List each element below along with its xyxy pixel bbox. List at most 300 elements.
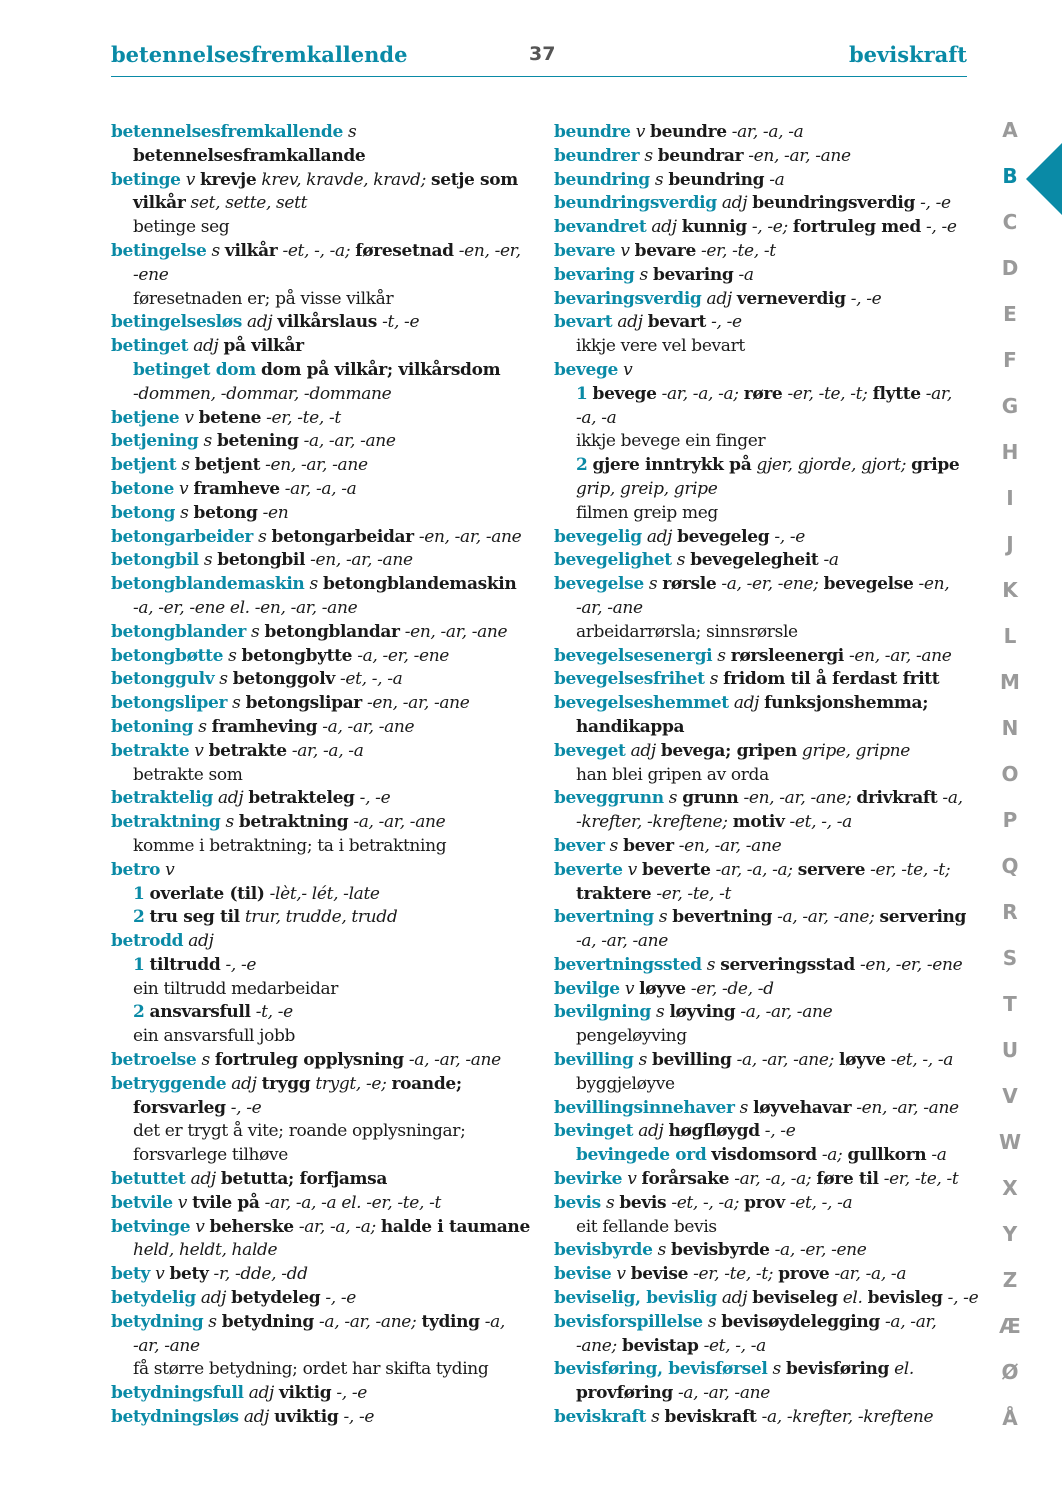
- grammar-note: -, -e: [336, 1383, 367, 1404]
- entry-line: [554, 930, 974, 954]
- grammar-note: -a, -ar, -ane: [677, 1383, 770, 1404]
- headword: betongbil: [111, 550, 199, 571]
- translation: røre: [743, 383, 783, 404]
- entry-line: [554, 811, 974, 835]
- text: betinge seg: [133, 217, 230, 238]
- headword: bevegelighet: [554, 550, 672, 571]
- headword: beundring: [554, 169, 650, 190]
- grammar-note: -ar, -a, -a: [834, 1264, 907, 1285]
- text: få større betydning; ordet har skifta tyding: [133, 1359, 489, 1380]
- index-letter-10[interactable]: K: [1002, 578, 1018, 602]
- translation: beviseleg: [752, 1288, 838, 1309]
- index-letter-5[interactable]: F: [1003, 348, 1017, 372]
- translation: løyve: [639, 978, 686, 999]
- entry-line: [111, 478, 541, 502]
- index-letter-9[interactable]: J: [1006, 532, 1014, 556]
- headword: bevisføring, bevisførsel: [554, 1359, 768, 1380]
- grammar-note: -, -e: [225, 954, 257, 975]
- headword: betingelsesløs: [111, 312, 242, 333]
- grammar-note: v: [179, 478, 189, 499]
- entry-line: [111, 335, 541, 359]
- grammar-note: krev, kravde, kravd;: [261, 169, 426, 190]
- index-letter-2[interactable]: C: [1002, 210, 1018, 234]
- grammar-note: -er, -te, -t: [656, 883, 732, 904]
- grammar-note: -, -e: [920, 193, 951, 214]
- grammar-note: s: [258, 526, 267, 547]
- right-column: [554, 121, 979, 1430]
- translation: overlate (til): [149, 883, 265, 904]
- translation: fortruleg opplysning: [214, 1050, 404, 1071]
- grammar-note: -er, -te, -t: [883, 1169, 959, 1190]
- headword: bevisbyrde: [554, 1240, 653, 1261]
- translation: motiv: [732, 812, 785, 833]
- left-column: [111, 121, 541, 1430]
- translation: løyvehavar: [753, 1097, 852, 1118]
- page-header: [111, 38, 967, 77]
- translation: bevegeleg: [677, 526, 770, 547]
- grammar-note: adj: [243, 1407, 270, 1428]
- grammar-note: s: [668, 788, 678, 809]
- grammar-note: v: [627, 859, 637, 880]
- grammar-note: -a, -ar, -ane;: [736, 1050, 834, 1071]
- entry-line: [111, 216, 541, 240]
- entry-line: [554, 430, 974, 454]
- translation: verneverdig: [736, 288, 846, 309]
- translation: gullkorn: [847, 1145, 927, 1166]
- translation: prov: [744, 1192, 785, 1213]
- entry-line: [554, 1311, 974, 1335]
- headword: bevegelse: [554, 574, 644, 595]
- index-letter-28[interactable]: Å: [1002, 1406, 1018, 1430]
- translation: beundring: [668, 169, 765, 190]
- translation: bevare: [634, 240, 696, 261]
- translation: vilkår: [133, 193, 186, 214]
- grammar-note: -a, -er, -ene: [357, 645, 450, 666]
- translation: rørsleenergi: [730, 645, 844, 666]
- translation: bevegelegheit: [690, 550, 819, 571]
- entry-line: [554, 383, 974, 407]
- entry-line: [111, 1239, 541, 1263]
- translation: bevise: [630, 1264, 689, 1285]
- entry-line: [554, 787, 974, 811]
- grammar-note: s: [225, 812, 234, 833]
- grammar-note: -, -e: [774, 526, 805, 547]
- entry-line: [111, 169, 541, 193]
- grammar-note: v: [194, 740, 204, 761]
- headword: bevertningssted: [554, 954, 702, 975]
- index-letter-20[interactable]: U: [1001, 1038, 1019, 1062]
- entry-line: [554, 240, 974, 264]
- headword: bevertning: [554, 907, 654, 928]
- grammar-note: s: [203, 550, 213, 571]
- headword: beviselig, bevislig: [554, 1288, 717, 1309]
- grammar-note: s: [211, 240, 220, 261]
- headword: bevilling: [554, 1050, 634, 1071]
- grammar-note: v: [165, 859, 175, 880]
- translation: bevisbyrde: [671, 1240, 770, 1261]
- grammar-note: -er, -de, -d: [690, 978, 774, 999]
- entry-line: [111, 240, 541, 264]
- active-letter-tab-icon: [1026, 143, 1062, 215]
- entry-line: [554, 621, 974, 645]
- translation: betongblandemaskin: [322, 574, 517, 595]
- grammar-note: -a, -ar, -ane: [576, 931, 668, 952]
- index-letter-16[interactable]: Q: [1001, 854, 1019, 878]
- sense-number: 1: [133, 883, 145, 904]
- entry-line: [554, 1287, 979, 1311]
- grammar-note: el.: [842, 1288, 863, 1309]
- grammar-note: -et, -, -a: [703, 1335, 766, 1356]
- index-letter-8[interactable]: I: [1006, 486, 1014, 510]
- entry-line: [111, 145, 541, 169]
- grammar-note: -a, -ar, -ane;: [777, 907, 875, 928]
- grammar-note: -et, -, -a: [789, 812, 852, 833]
- translation: vilkårslaus: [277, 312, 378, 333]
- headword: betvile: [111, 1192, 173, 1213]
- translation: dom på vilkår; vilkårsdom: [260, 359, 501, 380]
- entry-line: [554, 764, 974, 788]
- headword: betone: [111, 478, 174, 499]
- entry-line: [554, 597, 974, 621]
- entry-line: [554, 1263, 974, 1287]
- grammar-note: -en, -er,: [458, 240, 521, 261]
- entry-line: [554, 192, 974, 216]
- index-letter-6[interactable]: G: [1001, 394, 1019, 418]
- headword: betinget: [111, 336, 189, 357]
- index-letter-24[interactable]: Y: [1002, 1222, 1018, 1246]
- grammar-note: s: [609, 835, 619, 856]
- entry-line: [554, 1406, 974, 1430]
- subentry-headword: betinget dom: [133, 359, 256, 380]
- grammar-note: -ane;: [576, 1335, 617, 1356]
- grammar-note: v: [635, 122, 645, 142]
- text: betrakte som: [133, 764, 243, 785]
- entry-line: [111, 1168, 541, 1192]
- grammar-note: s: [232, 693, 241, 714]
- grammar-note: s: [201, 1050, 210, 1071]
- grammar-note: v: [624, 978, 635, 999]
- headword: betongbøtte: [111, 645, 224, 666]
- grammar-note: -a, -ar, -ane: [322, 716, 415, 737]
- grammar-note: -a, -a: [576, 407, 617, 428]
- grammar-note: -a, -ar, -ane: [353, 812, 446, 833]
- entry-line: [111, 835, 541, 859]
- translation: servere: [797, 859, 866, 880]
- entry-line: [111, 1406, 541, 1430]
- grammar-note: -, -e: [230, 1097, 262, 1118]
- grammar-note: -ar, -a, -a;: [661, 383, 739, 404]
- sense-number: 1: [576, 383, 588, 404]
- translation: krevje: [200, 169, 257, 190]
- translation: betutta; forfjamsa: [220, 1169, 388, 1190]
- grammar-note: adj: [188, 931, 214, 952]
- grammar-note: v: [195, 1216, 205, 1237]
- text: arbeidarrørsla; sinnsrørsle: [576, 621, 798, 642]
- entry-line: [111, 978, 541, 1002]
- headword: bevart: [554, 312, 613, 333]
- entry-line: [111, 1049, 541, 1073]
- translation: bevart: [647, 312, 706, 333]
- index-letter-26[interactable]: Æ: [999, 1314, 1021, 1338]
- right-guide-word: beviskraft: [848, 42, 967, 67]
- grammar-note: -a: [823, 550, 839, 571]
- headword: bever: [554, 835, 605, 856]
- translation: betennelsesframkallande: [133, 145, 366, 166]
- index-letter-21[interactable]: V: [1002, 1084, 1018, 1108]
- grammar-note: -a, -ar, -ane;: [319, 1311, 417, 1332]
- grammar-note: -et, -, -a;: [282, 240, 351, 261]
- subentry-headword: bevingede ord: [576, 1145, 707, 1166]
- translation: løyving: [669, 1002, 736, 1023]
- headword: bevegelsesfrihet: [554, 669, 705, 690]
- headword: betongarbeider: [111, 526, 254, 547]
- entry-line: [554, 1001, 974, 1025]
- entry-line: [554, 169, 974, 193]
- grammar-note: held, heldt, halde: [133, 1240, 278, 1261]
- grammar-note: adj: [193, 336, 219, 357]
- entry-line: [554, 1120, 974, 1144]
- entry-line: [111, 264, 541, 288]
- grammar-note: s: [709, 669, 719, 690]
- translation: tyding: [421, 1311, 480, 1332]
- translation: fridom til å ferdast fritt: [723, 669, 940, 690]
- index-letter-0[interactable]: A: [1002, 118, 1018, 142]
- index-letter-19[interactable]: T: [1003, 992, 1017, 1016]
- headword: bety: [111, 1264, 151, 1285]
- grammar-note: -a, -ar, -ane: [303, 431, 396, 452]
- headword: betro: [111, 859, 161, 880]
- grammar-note: s: [772, 1359, 781, 1380]
- grammar-note: s: [654, 169, 664, 190]
- text: ikkje bevege ein finger: [576, 431, 766, 452]
- index-letter-4[interactable]: E: [1003, 302, 1017, 326]
- index-letter-22[interactable]: W: [998, 1130, 1022, 1154]
- entry-line: [111, 668, 541, 692]
- headword: bevilge: [554, 978, 620, 999]
- text: ikkje vere vel bevart: [576, 336, 745, 357]
- index-letter-13[interactable]: N: [1001, 716, 1019, 740]
- translation: serveringsstad: [720, 954, 855, 975]
- entry-line: [554, 549, 974, 573]
- index-letter-3[interactable]: D: [1001, 256, 1019, 280]
- translation: bevege: [592, 383, 657, 404]
- grammar-note: s: [638, 1050, 647, 1071]
- translation: halde i taumane: [380, 1216, 530, 1237]
- grammar-note: -ar,: [925, 383, 952, 404]
- translation: betongbytte: [241, 645, 353, 666]
- translation: rørsle: [662, 574, 717, 595]
- grammar-note: s: [706, 954, 716, 975]
- grammar-note: -, -e: [850, 288, 882, 309]
- entry-line: [111, 621, 541, 645]
- translation: betraktning: [238, 812, 349, 833]
- entry-line: [554, 1382, 974, 1406]
- index-letter-15[interactable]: P: [1002, 808, 1018, 832]
- grammar-note: -, -e: [947, 1288, 979, 1309]
- translation: bevistap: [621, 1335, 699, 1356]
- headword: betong: [111, 502, 176, 523]
- index-letter-17[interactable]: R: [1002, 900, 1018, 924]
- headword: bevis: [554, 1192, 601, 1213]
- text: forsvarlege tilhøve: [133, 1145, 288, 1166]
- translation: betydning: [221, 1311, 314, 1332]
- grammar-note: -et, -, -a: [340, 669, 403, 690]
- translation: på vilkår: [223, 336, 304, 357]
- entry-line: [554, 216, 974, 240]
- grammar-note: s: [648, 574, 658, 595]
- grammar-note: v: [177, 1192, 188, 1213]
- translation: bevisøydelegging: [721, 1311, 880, 1332]
- headword: bevandret: [554, 217, 647, 238]
- entry-line: [111, 288, 541, 312]
- entry-line: [111, 549, 541, 573]
- translation: forsvarleg: [133, 1097, 226, 1118]
- translation: gripe: [911, 455, 960, 476]
- entry-line: [554, 573, 974, 597]
- grammar-note: -a: [769, 169, 785, 190]
- grammar-note: adj: [651, 217, 677, 238]
- entry-line: [554, 121, 974, 145]
- translation: uviktig: [274, 1407, 339, 1428]
- text: pengeløyving: [576, 1026, 687, 1047]
- entry-line: [111, 764, 541, 788]
- entry-line: [111, 383, 541, 407]
- index-letter-1[interactable]: B: [1002, 164, 1018, 188]
- translation: betrakte: [208, 740, 287, 761]
- headword: betrodd: [111, 931, 184, 952]
- entry-line: [111, 526, 541, 550]
- grammar-note: -, -e: [711, 312, 742, 333]
- entry-line: [111, 359, 541, 383]
- grammar-note: -a;: [821, 1145, 843, 1166]
- grammar-note: s: [739, 1097, 749, 1118]
- grammar-note: -r, -dde, -dd: [213, 1264, 308, 1285]
- grammar-note: s: [180, 502, 189, 523]
- grammar-note: -en, -ar, -ane: [856, 1097, 959, 1118]
- grammar-note: -lèt,- lét, -late: [269, 883, 380, 904]
- translation: betydeleg: [231, 1288, 321, 1309]
- translation: bevisføring: [785, 1359, 890, 1380]
- translation: betrakteleg: [248, 788, 355, 809]
- translation: bevega; gripen: [660, 740, 797, 761]
- index-letter-14[interactable]: O: [1001, 762, 1019, 786]
- entry-line: [111, 1120, 541, 1144]
- grammar-note: s: [208, 1311, 217, 1332]
- translation: føresetnad: [355, 240, 454, 261]
- headword: bevillingsinnehaver: [554, 1097, 735, 1118]
- translation: betongbil: [217, 550, 306, 571]
- grammar-note: -en, -ar, -ane: [418, 526, 522, 547]
- translation: betongblandar: [264, 621, 400, 642]
- index-letter-18[interactable]: S: [1002, 946, 1018, 970]
- headword: betraktelig: [111, 788, 213, 809]
- grammar-note: s: [309, 574, 318, 595]
- headword: beundrer: [554, 145, 640, 166]
- grammar-note: s: [181, 455, 190, 476]
- translation: bever: [623, 835, 674, 856]
- entry-line: [111, 454, 541, 478]
- grammar-note: -a, -ar,: [885, 1311, 937, 1332]
- grammar-note: set, sette, sett: [190, 193, 308, 214]
- translation: tvile på: [192, 1192, 260, 1213]
- grammar-note: adj: [231, 1073, 257, 1094]
- grammar-note: v: [184, 407, 194, 428]
- translation: tiltrudd: [149, 954, 221, 975]
- index-letter-11[interactable]: L: [1003, 624, 1017, 648]
- grammar-note: -ar, -ane: [576, 597, 643, 618]
- entry-line: [111, 954, 541, 978]
- entry-line: [554, 1216, 974, 1240]
- text: føresetnaden er; på visse vilkår: [133, 288, 394, 309]
- grammar-note: s: [656, 1002, 665, 1023]
- entry-line: [554, 502, 974, 526]
- translation: setje som: [431, 169, 518, 190]
- entry-line: [111, 407, 541, 431]
- entry-line: [554, 145, 974, 169]
- translation: tru seg til: [149, 907, 240, 928]
- index-letter-12[interactable]: M: [1000, 670, 1020, 694]
- translation: framheve: [193, 478, 280, 499]
- entry-line: [554, 954, 974, 978]
- translation: traktere: [576, 883, 652, 904]
- entry-line: [111, 1287, 541, 1311]
- grammar-note: s: [651, 1407, 660, 1428]
- entry-line: [111, 930, 541, 954]
- translation: betong: [193, 502, 258, 523]
- grammar-note: s: [348, 122, 357, 142]
- entry-line: [111, 859, 541, 883]
- entry-line: [111, 502, 541, 526]
- grammar-note: -en, -ar, -ane;: [743, 788, 852, 809]
- grammar-note: -et, -, -a: [890, 1050, 954, 1071]
- grammar-note: -a, -krefter, -kreftene: [761, 1407, 934, 1428]
- entry-line: [111, 311, 541, 335]
- translation: høgfløygd: [668, 1121, 760, 1142]
- index-letter-25[interactable]: Z: [1002, 1268, 1018, 1292]
- grammar-note: adj: [733, 693, 760, 714]
- headword: betongblander: [111, 621, 246, 642]
- text: komme i betraktning; ta i betraktning: [133, 835, 447, 856]
- grammar-note: -a: [931, 1145, 947, 1166]
- entry-line: [111, 573, 541, 597]
- headword: bevilgning: [554, 1002, 651, 1023]
- grammar-note: s: [251, 621, 260, 642]
- page-number: 37: [529, 43, 556, 65]
- grammar-note: -ar, -a, -a el. -er, -te, -t: [264, 1192, 441, 1213]
- index-letter-23[interactable]: X: [1002, 1176, 1018, 1200]
- entry-line: [111, 740, 541, 764]
- grammar-note: -er, -te, -t;: [693, 1264, 774, 1285]
- index-letter-27[interactable]: Ø: [1001, 1360, 1019, 1384]
- entry-line: [111, 906, 541, 930]
- grammar-note: s: [676, 550, 686, 571]
- headword: betroelse: [111, 1050, 197, 1071]
- grammar-note: s: [219, 669, 228, 690]
- grammar-note: -ene: [133, 264, 169, 285]
- grammar-note: -, -e;: [751, 217, 788, 238]
- headword: bevege: [554, 359, 618, 380]
- text: ein tiltrudd medarbeidar: [133, 978, 339, 999]
- entry-line: [554, 335, 974, 359]
- grammar-note: v: [620, 240, 630, 261]
- index-letter-7[interactable]: H: [1001, 440, 1019, 464]
- grammar-note: -a,: [942, 788, 963, 809]
- entry-line: [111, 121, 541, 145]
- entry-line: [554, 978, 974, 1002]
- entry-line: [554, 288, 974, 312]
- grammar-note: gripe, gripne: [801, 740, 910, 761]
- grammar-note: -en, -er, -ene: [859, 954, 963, 975]
